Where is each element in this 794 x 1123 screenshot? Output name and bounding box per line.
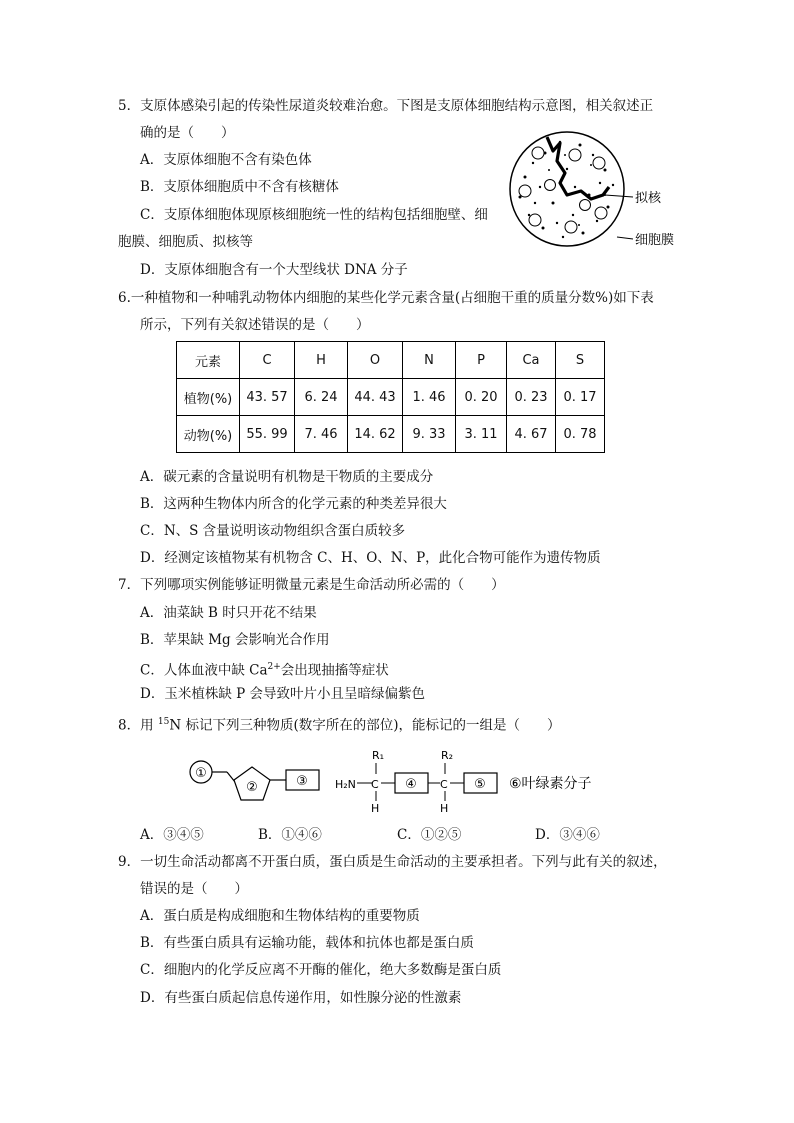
chlorophyll-label: ⑥叶绿素分子 bbox=[509, 776, 592, 792]
table-cell: 0. 20 bbox=[456, 379, 507, 416]
q8-stem-text: 8．用 bbox=[118, 717, 158, 734]
q6-option-d: D．经测定该植物某有机物含 C、H、O、N、P，此化合物可能作为遗传物质 bbox=[140, 550, 601, 566]
table-cell: 植物(%) bbox=[177, 379, 240, 416]
q5-option-a: A．支原体细胞不含有染色体 bbox=[140, 152, 312, 168]
label-2: ② bbox=[246, 780, 258, 795]
q9-option-b: B．有些蛋白质具有运输功能，载体和抗体也都是蛋白质 bbox=[140, 935, 474, 951]
q9-option-d: D．有些蛋白质起信息传递作用，如性腺分泌的性激素 bbox=[140, 990, 462, 1006]
table-row bbox=[177, 379, 605, 416]
hydrogen-2: H bbox=[440, 802, 449, 815]
label-4: ④ bbox=[405, 777, 417, 792]
q7-option-a: A．油菜缺 B 时只开花不结果 bbox=[140, 605, 317, 621]
q6-option-c: C．N、S 含量说明该动物组织含蛋白质较多 bbox=[140, 523, 406, 539]
q8-molecule-figure bbox=[185, 748, 645, 820]
table-cell: 动物(%) bbox=[177, 416, 240, 453]
table-cell: 14. 62 bbox=[348, 416, 403, 453]
q5-option-d: D．支原体细胞含有一个大型线状 DNA 分子 bbox=[140, 262, 408, 278]
table-header-cell: S bbox=[556, 342, 605, 379]
table-cell: 7. 46 bbox=[295, 416, 348, 453]
amino-group: H₂N bbox=[335, 778, 356, 791]
table-cell: 55. 99 bbox=[240, 416, 295, 453]
membrane-pointer bbox=[617, 237, 633, 239]
table-cell: 3. 11 bbox=[456, 416, 507, 453]
q5-option-c-line2: 胞膜、细胞质、拟核等 bbox=[118, 234, 253, 250]
table-header-row bbox=[177, 342, 605, 379]
label-1: ① bbox=[195, 766, 207, 781]
table-cell: 0. 78 bbox=[556, 416, 605, 453]
q8-option-d: D．③④⑥ bbox=[535, 827, 600, 843]
table-header-cell: 元素 bbox=[177, 342, 240, 379]
mycoplasma-cell-diagram bbox=[505, 125, 685, 260]
r2-group: R₂ bbox=[441, 749, 454, 762]
table-cell: 0. 17 bbox=[556, 379, 605, 416]
table-header-cell: C bbox=[240, 342, 295, 379]
q8-stem bbox=[118, 713, 560, 735]
table-header-cell: P bbox=[456, 342, 507, 379]
q9-option-a: A．蛋白质是构成细胞和生物体结构的重要物质 bbox=[140, 908, 420, 924]
hydrogen-1: H bbox=[371, 802, 380, 815]
table-header-cell: O bbox=[348, 342, 403, 379]
table-row bbox=[177, 416, 605, 453]
q5-stem-line2: 确的是（ ） bbox=[140, 125, 235, 141]
table-header-cell: Ca bbox=[507, 342, 556, 379]
q6-stem-line1: 6.一种植物和一种哺乳动物体内细胞的某些化学元素含量(占细胞干重的质量分数%)如下表 bbox=[118, 290, 654, 306]
label-cell-membrane: 细胞膜 bbox=[635, 233, 675, 248]
q7-option-c-superscript: 2+ bbox=[267, 662, 281, 672]
label-5: ⑤ bbox=[474, 777, 486, 792]
table-header-cell: N bbox=[403, 342, 456, 379]
q7-option-c-text: C．人体血液中缺 Ca bbox=[140, 662, 268, 679]
r1-group: R₁ bbox=[372, 749, 385, 762]
q8-option-c: C．①②⑤ bbox=[397, 827, 462, 843]
q6-option-b: B．这两种生物体内所含的化学元素的种类差异很大 bbox=[140, 496, 447, 512]
q7-stem: 7．下列哪项实例能够证明微量元素是生命活动所必需的（ ） bbox=[118, 577, 505, 593]
q6-stem-line2: 所示，下列有关叙述错误的是（ ） bbox=[140, 317, 370, 333]
q5-option-b: B．支原体细胞质中不含有核糖体 bbox=[140, 179, 339, 195]
table-cell: 44. 43 bbox=[348, 379, 403, 416]
table-cell: 43. 57 bbox=[240, 379, 295, 416]
q7-option-c-text-end: 会出现抽搐等症状 bbox=[280, 662, 389, 679]
table-cell: 0. 23 bbox=[507, 379, 556, 416]
alpha-carbon-2: C bbox=[440, 778, 448, 791]
q6-option-a: A．碳元素的含量说明有机物是干物质的主要成分 bbox=[140, 469, 434, 485]
table-cell: 6. 24 bbox=[295, 379, 348, 416]
q8-option-a: A．③④⑤ bbox=[140, 827, 204, 843]
q7-option-c bbox=[140, 658, 389, 680]
table-cell: 9. 33 bbox=[403, 416, 456, 453]
q8-stem-text-end: N 标记下列三种物质(数字所在的部位)，能标记的一组是（ ） bbox=[169, 717, 561, 734]
q9-stem-line1: 9．一切生命活动都离不开蛋白质，蛋白质是生命活动的主要承担者。下列与此有关的叙述， bbox=[118, 854, 667, 870]
table-cell: 1. 46 bbox=[403, 379, 456, 416]
q5-stem-line1: 5．支原体感染引起的传染性尿道炎较难治愈。下图是支原体细胞结构示意图，相关叙述正 bbox=[118, 98, 654, 114]
q8-option-b: B．①④⑥ bbox=[258, 827, 322, 843]
label-3: ③ bbox=[296, 774, 308, 789]
table-cell: 4. 67 bbox=[507, 416, 556, 453]
q9-stem-line2: 错误的是（ ） bbox=[140, 881, 248, 897]
q7-option-d: D．玉米植株缺 P 会导致叶片小且呈暗绿偏紫色 bbox=[140, 686, 425, 702]
label-nucleoid: 拟核 bbox=[635, 191, 662, 206]
q8-isotope-superscript: 15 bbox=[157, 717, 170, 727]
q9-option-c: C．细胞内的化学反应离不开酶的催化，绝大多数酶是蛋白质 bbox=[140, 962, 502, 978]
q7-option-b: B．苹果缺 Mg 会影响光合作用 bbox=[140, 632, 330, 648]
element-content-table bbox=[176, 341, 605, 453]
table-header-cell: H bbox=[295, 342, 348, 379]
q5-option-c-line1: C．支原体细胞体现原核细胞统一性的结构包括细胞壁、细 bbox=[140, 207, 488, 223]
alpha-carbon-1: C bbox=[371, 778, 379, 791]
